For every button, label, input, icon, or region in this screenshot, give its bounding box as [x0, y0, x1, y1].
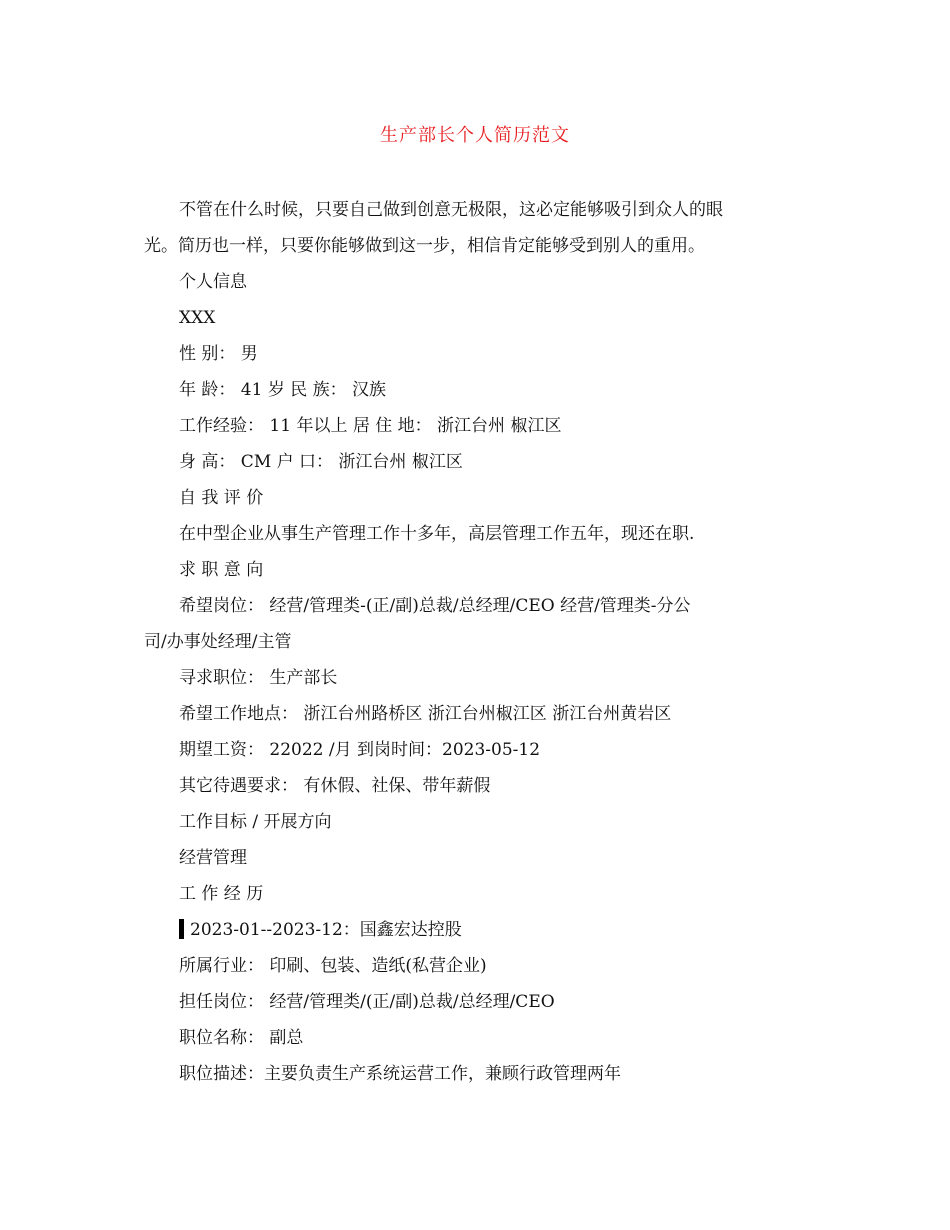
name-line: XXX: [179, 308, 216, 328]
intro-paragraph-line-2: 光。简历也一样，只要你能够做到这一步，相信肯定能够受到别人的重用。: [144, 236, 705, 256]
section-heading-self-evaluation: 自 我 评 价: [179, 488, 264, 508]
document-body: [144, 192, 784, 1092]
industry-line: 所属行业： 印刷、包装、造纸(私营企业): [179, 956, 487, 976]
held-position-line: 担任岗位： 经营/管理类/(正/副)总裁/总经理/CEO: [179, 992, 555, 1012]
document-title: 生产部长个人简历范文: [380, 125, 570, 146]
desired-location-line: 希望工作地点： 浙江台州路桥区 浙江台州椒江区 浙江台州黄岩区: [179, 704, 672, 724]
experience-period-text: 2023-01--2023-12：国鑫宏达控股: [190, 920, 462, 940]
gender-line: 性 别： 男: [179, 344, 258, 364]
section-heading-work-experience: 工 作 经 历: [179, 884, 264, 904]
experience-residence-line: 工作经验： 11 年以上 居 住 地： 浙江台州 椒江区: [179, 416, 562, 436]
job-description-line: 职位描述：主要负责生产系统运营工作，兼顾行政管理两年: [179, 1064, 621, 1084]
intro-paragraph-line-1: 不管在什么时候，只要自己做到创意无极限，这必定能够吸引到众人的眼: [179, 200, 723, 220]
self-evaluation-text: 在中型企业从事生产管理工作十多年，高层管理工作五年，现还在职.: [179, 524, 695, 544]
section-heading-job-intention: 求 职 意 向: [179, 560, 264, 580]
height-hukou-line: 身 高： CM 户 口： 浙江台州 椒江区: [179, 452, 463, 472]
work-goal-text: 经营管理: [179, 848, 247, 868]
desired-position-line-1: 希望岗位： 经营/管理类-(正/副)总裁/总经理/CEO 经营/管理类-分公: [179, 596, 691, 616]
marker-bar-icon: [179, 919, 184, 939]
expected-salary-line: 期望工资： 22022 /月 到岗时间：2023-05-12: [179, 740, 541, 760]
experience-period-line: [144, 912, 784, 948]
section-heading-personal-info: 个人信息: [179, 272, 247, 292]
sought-position-line: 寻求职位： 生产部长: [179, 668, 338, 688]
job-title-line: 职位名称： 副总: [179, 1028, 304, 1048]
age-ethnicity-line: 年 龄： 41 岁 民 族： 汉族: [179, 380, 387, 400]
desired-position-line-2: 司/办事处经理/主管: [144, 632, 292, 652]
other-benefits-line: 其它待遇要求： 有休假、社保、带年薪假: [179, 776, 491, 796]
section-heading-work-goal: 工作目标 / 开展方向: [179, 812, 332, 832]
